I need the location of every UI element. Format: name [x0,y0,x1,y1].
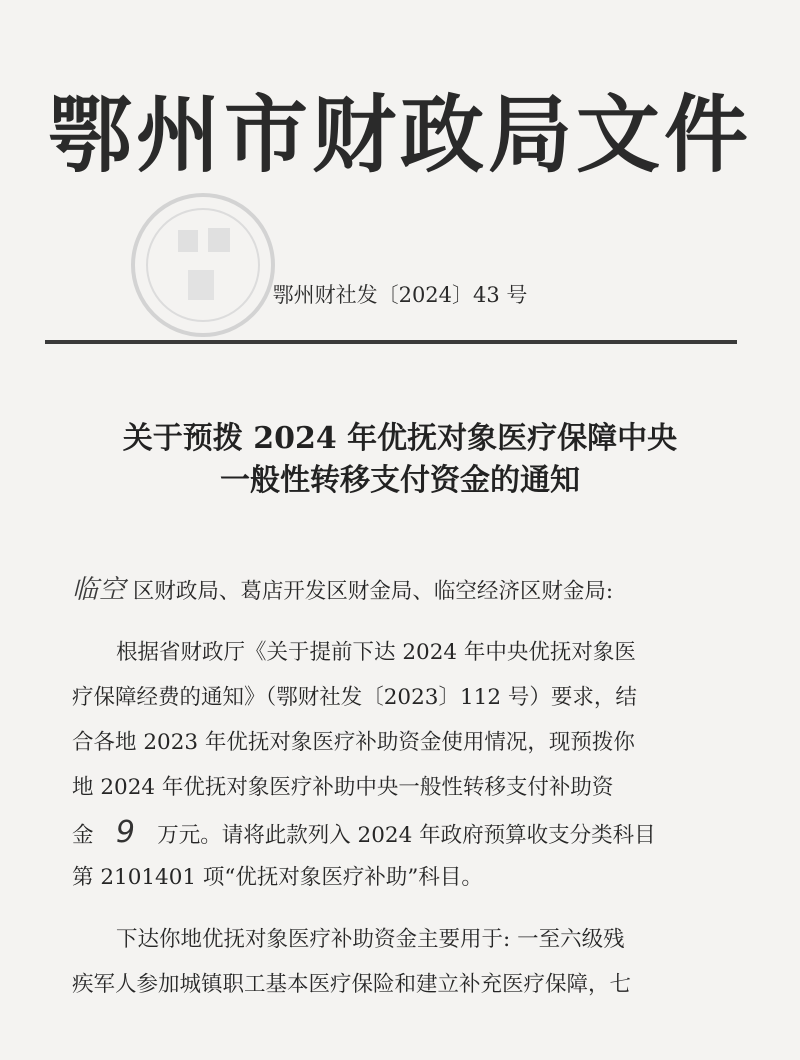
amount-prefix: 金 [72,823,94,848]
issuer-title: 鄂州市财政局文件 [47,85,752,184]
notice-title-line-2: 一般性转移支付资金的通知 [220,463,580,498]
handwritten-addressee: 临空 [72,575,127,605]
paragraph-2-line-1: 下达你地优抚对象医疗补助资金主要用于: 一至六级残 [116,927,625,952]
paragraph-1-line-3: 合各地 2023 年优抚对象医疗补助资金使用情况，现预拨你 [72,730,635,755]
paragraph-1-line-2: 疗保障经费的通知》（鄂财社发〔2023〕112 号）要求，结 [72,685,637,710]
addressee-line [72,568,728,630]
paragraph-1-line-1: 根据省财政厅《关于提前下达 2024 年中央优抚对象医 [116,640,636,665]
faded-seal-stamp [118,190,288,340]
notice-title [60,418,740,502]
paragraph-1-line-5 [72,810,728,855]
header-divider [45,340,737,344]
addressee-text: 区财政局、葛店开发区财金局、临空经济区财金局: [132,579,614,604]
notice-title-line-1: 关于预拨 2024 年优抚对象医疗保障中央 [122,421,678,456]
amount-suffix: 万元。请将此款列入 2024 年政府预算收支分类科目 [157,823,656,848]
document-body [72,568,728,1007]
paragraph-1-line-6: 第 2101401 项“优抚对象医疗补助”科目。 [72,865,483,890]
document-number: 鄂州财社发〔2024〕43 号 [272,283,528,307]
paragraph-1-line-4: 地 2024 年优抚对象医疗补助中央一般性转移支付补助资 [72,775,614,800]
handwritten-amount: 9 [115,815,135,850]
paragraph-2-line-2: 疾军人参加城镇职工基本医疗保险和建立补充医疗保障，七 [72,972,632,997]
